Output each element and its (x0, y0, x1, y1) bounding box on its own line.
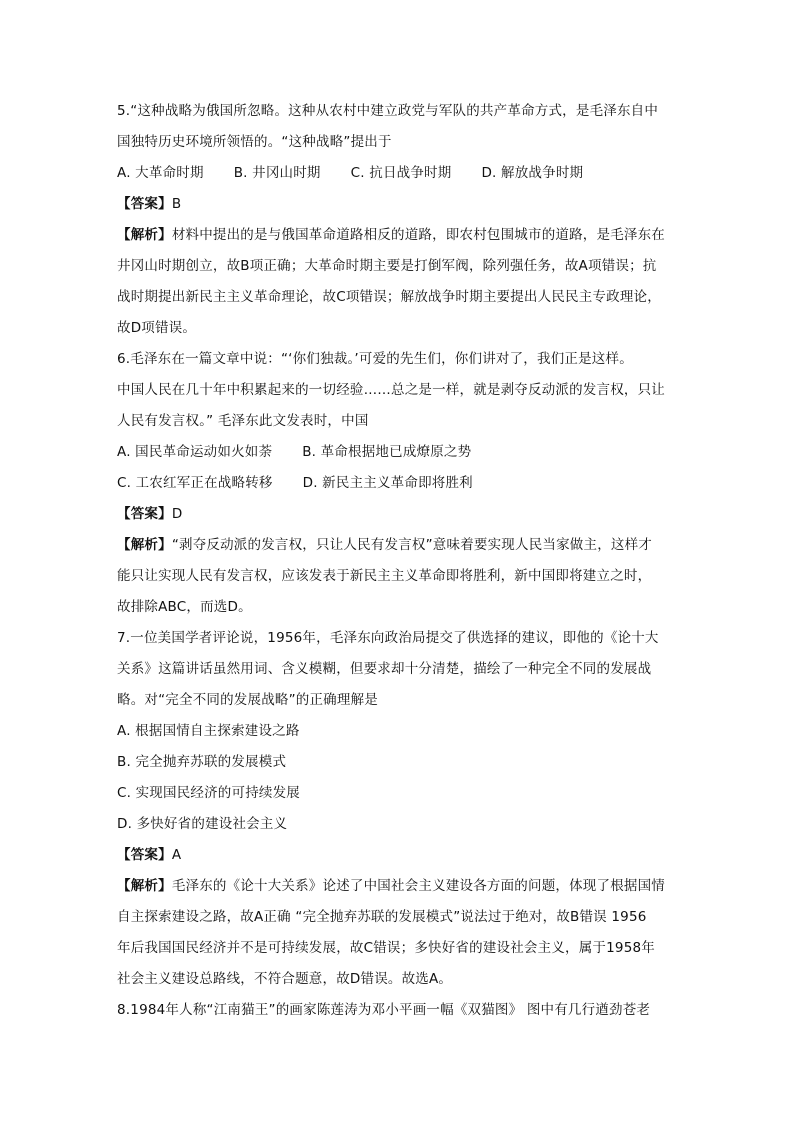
q6-option-d: D. 新民主主义革命即将胜利 (302, 475, 473, 491)
q7-option-c: C. 实现国民经济的可持续发展 (117, 785, 301, 801)
q5-stem-line-1: 5.“这种战略为俄国所忽略。这种从农村中建立政党与军队的共产革命方式，是毛泽东自中 (117, 103, 659, 119)
q5-analysis-line-1 (117, 220, 677, 251)
q5-option-d: D. 解放战争时期 (481, 165, 584, 181)
q6-analysis-line-2: 能只让实现人民有发言权，应该发表于新民主主义革命即将胜利，新中国即将建立之时， (117, 568, 652, 584)
q6-stem-line-1: 6.毛泽东在一篇文章中说：“‘你们独裁。’可爱的先生们，你们讲对了，我们正是这样。 (117, 351, 633, 367)
document-page (117, 96, 677, 1026)
q6-option-c: C. 工农红军正在战略转移 (117, 475, 273, 491)
q7-analysis-line-2: 自主探索建设之路，故A正确 “完全抛弃苏联的发展模式”说法过于绝对，故B错误 1956 (117, 909, 647, 925)
q7-option-d: D. 多快好省的建设社会主义 (117, 816, 288, 832)
q6-option-a: A. 国民革命运动如火如荼 (117, 444, 273, 460)
q7-analysis-line-4: 社会主义建设总路线，不符合题意，故D错误。故选A。 (117, 971, 453, 987)
q7-analysis-line-1 (117, 871, 677, 902)
q7-stem-line-3: 略。对“完全不同的发展战略”的正确理解是 (117, 692, 378, 708)
q7-stem-line-2: 关系》这篇讲话虽然用词、含义模糊，但要求却十分清楚，描绘了一种完全不同的发展战 (117, 661, 652, 677)
q7-analysis-line-3: 年后我国国民经济并不是可持续发展，故C错误；多快好省的建设社会主义，属于1958年 (117, 940, 655, 956)
q6-options-row-1 (117, 437, 677, 468)
q8-stem-line-1: 8.1984年人称“江南猫王”的画家陈莲涛为邓小平画一幅《双猫图》 图中有几行遒劲苍老 (117, 1002, 651, 1018)
q6-answer-tag: 【答案】 (117, 506, 172, 522)
q6-stem-line-3: 人民有发言权。” 毛泽东此文发表时，中国 (117, 413, 369, 429)
q5-option-a: A. 大革命时期 (117, 165, 204, 181)
q6-answer (117, 499, 677, 530)
q5-answer-tag: 【答案】 (117, 196, 172, 212)
q7-answer-value: A (171, 847, 182, 863)
q5-analysis-line-3: 战时期提出新民主主义革命理论，故C项错误；解放战争时期主要提出人民民主专政理论， (117, 289, 661, 305)
q6-analysis-line-1 (117, 530, 677, 561)
q6-option-b: B. 革命根据地已成燎原之势 (302, 444, 472, 460)
q5-analysis-line-2: 井冈山时期创立，故B项正确；大革命时期主要是打倒军阀，除列强任务，故A项错误；抗 (117, 258, 657, 274)
q5-analysis-tag: 【解析】 (117, 227, 172, 243)
q7-analysis-tag: 【解析】 (117, 878, 172, 894)
q5-analysis-text-1: 材料中提出的是与俄国革命道路相反的道路，即农村包围城市的道路，是毛泽东在 (171, 227, 666, 243)
q5-answer (117, 189, 677, 220)
q5-option-c: C. 抗日战争时期 (350, 165, 452, 181)
q6-analysis-tag: 【解析】 (117, 537, 172, 553)
q7-analysis-text-1: 毛泽东的《论十大关系》论述了中国社会主义建设各方面的问题，体现了根据国情 (171, 878, 666, 894)
q5-answer-value: B (171, 196, 182, 212)
q6-answer-value: D (171, 506, 183, 522)
q5-stem-line-2: 国独特历史环境所领悟的。“这种战略”提出于 (117, 134, 392, 150)
q6-analysis-text-1: “剥夺反动派的发言权，只让人民有发言权”意味着要实现人民当家做主，这样才 (171, 537, 652, 553)
q5-options (117, 158, 677, 189)
q6-analysis-line-3: 故排除ABC，而选D。 (117, 599, 252, 615)
q5-analysis-line-4: 故D项错误。 (117, 320, 197, 336)
q7-option-b: B. 完全抛弃苏联的发展模式 (117, 754, 287, 770)
q6-stem-line-2: 中国人民在几十年中积累起来的一切经验……总之是一样，就是剥夺反动派的发言权，只让 (117, 382, 665, 398)
q7-option-a: A. 根据国情自主探索建设之路 (117, 723, 300, 739)
q7-answer-tag: 【答案】 (117, 847, 172, 863)
q7-stem-line-1: 7.一位美国学者评论说，1956年，毛泽东向政治局提交了供选择的建议，即他的《论十大 (117, 630, 659, 646)
q6-options-row-2 (117, 468, 677, 499)
q5-option-b: B. 井冈山时期 (233, 165, 321, 181)
q7-answer (117, 840, 677, 871)
